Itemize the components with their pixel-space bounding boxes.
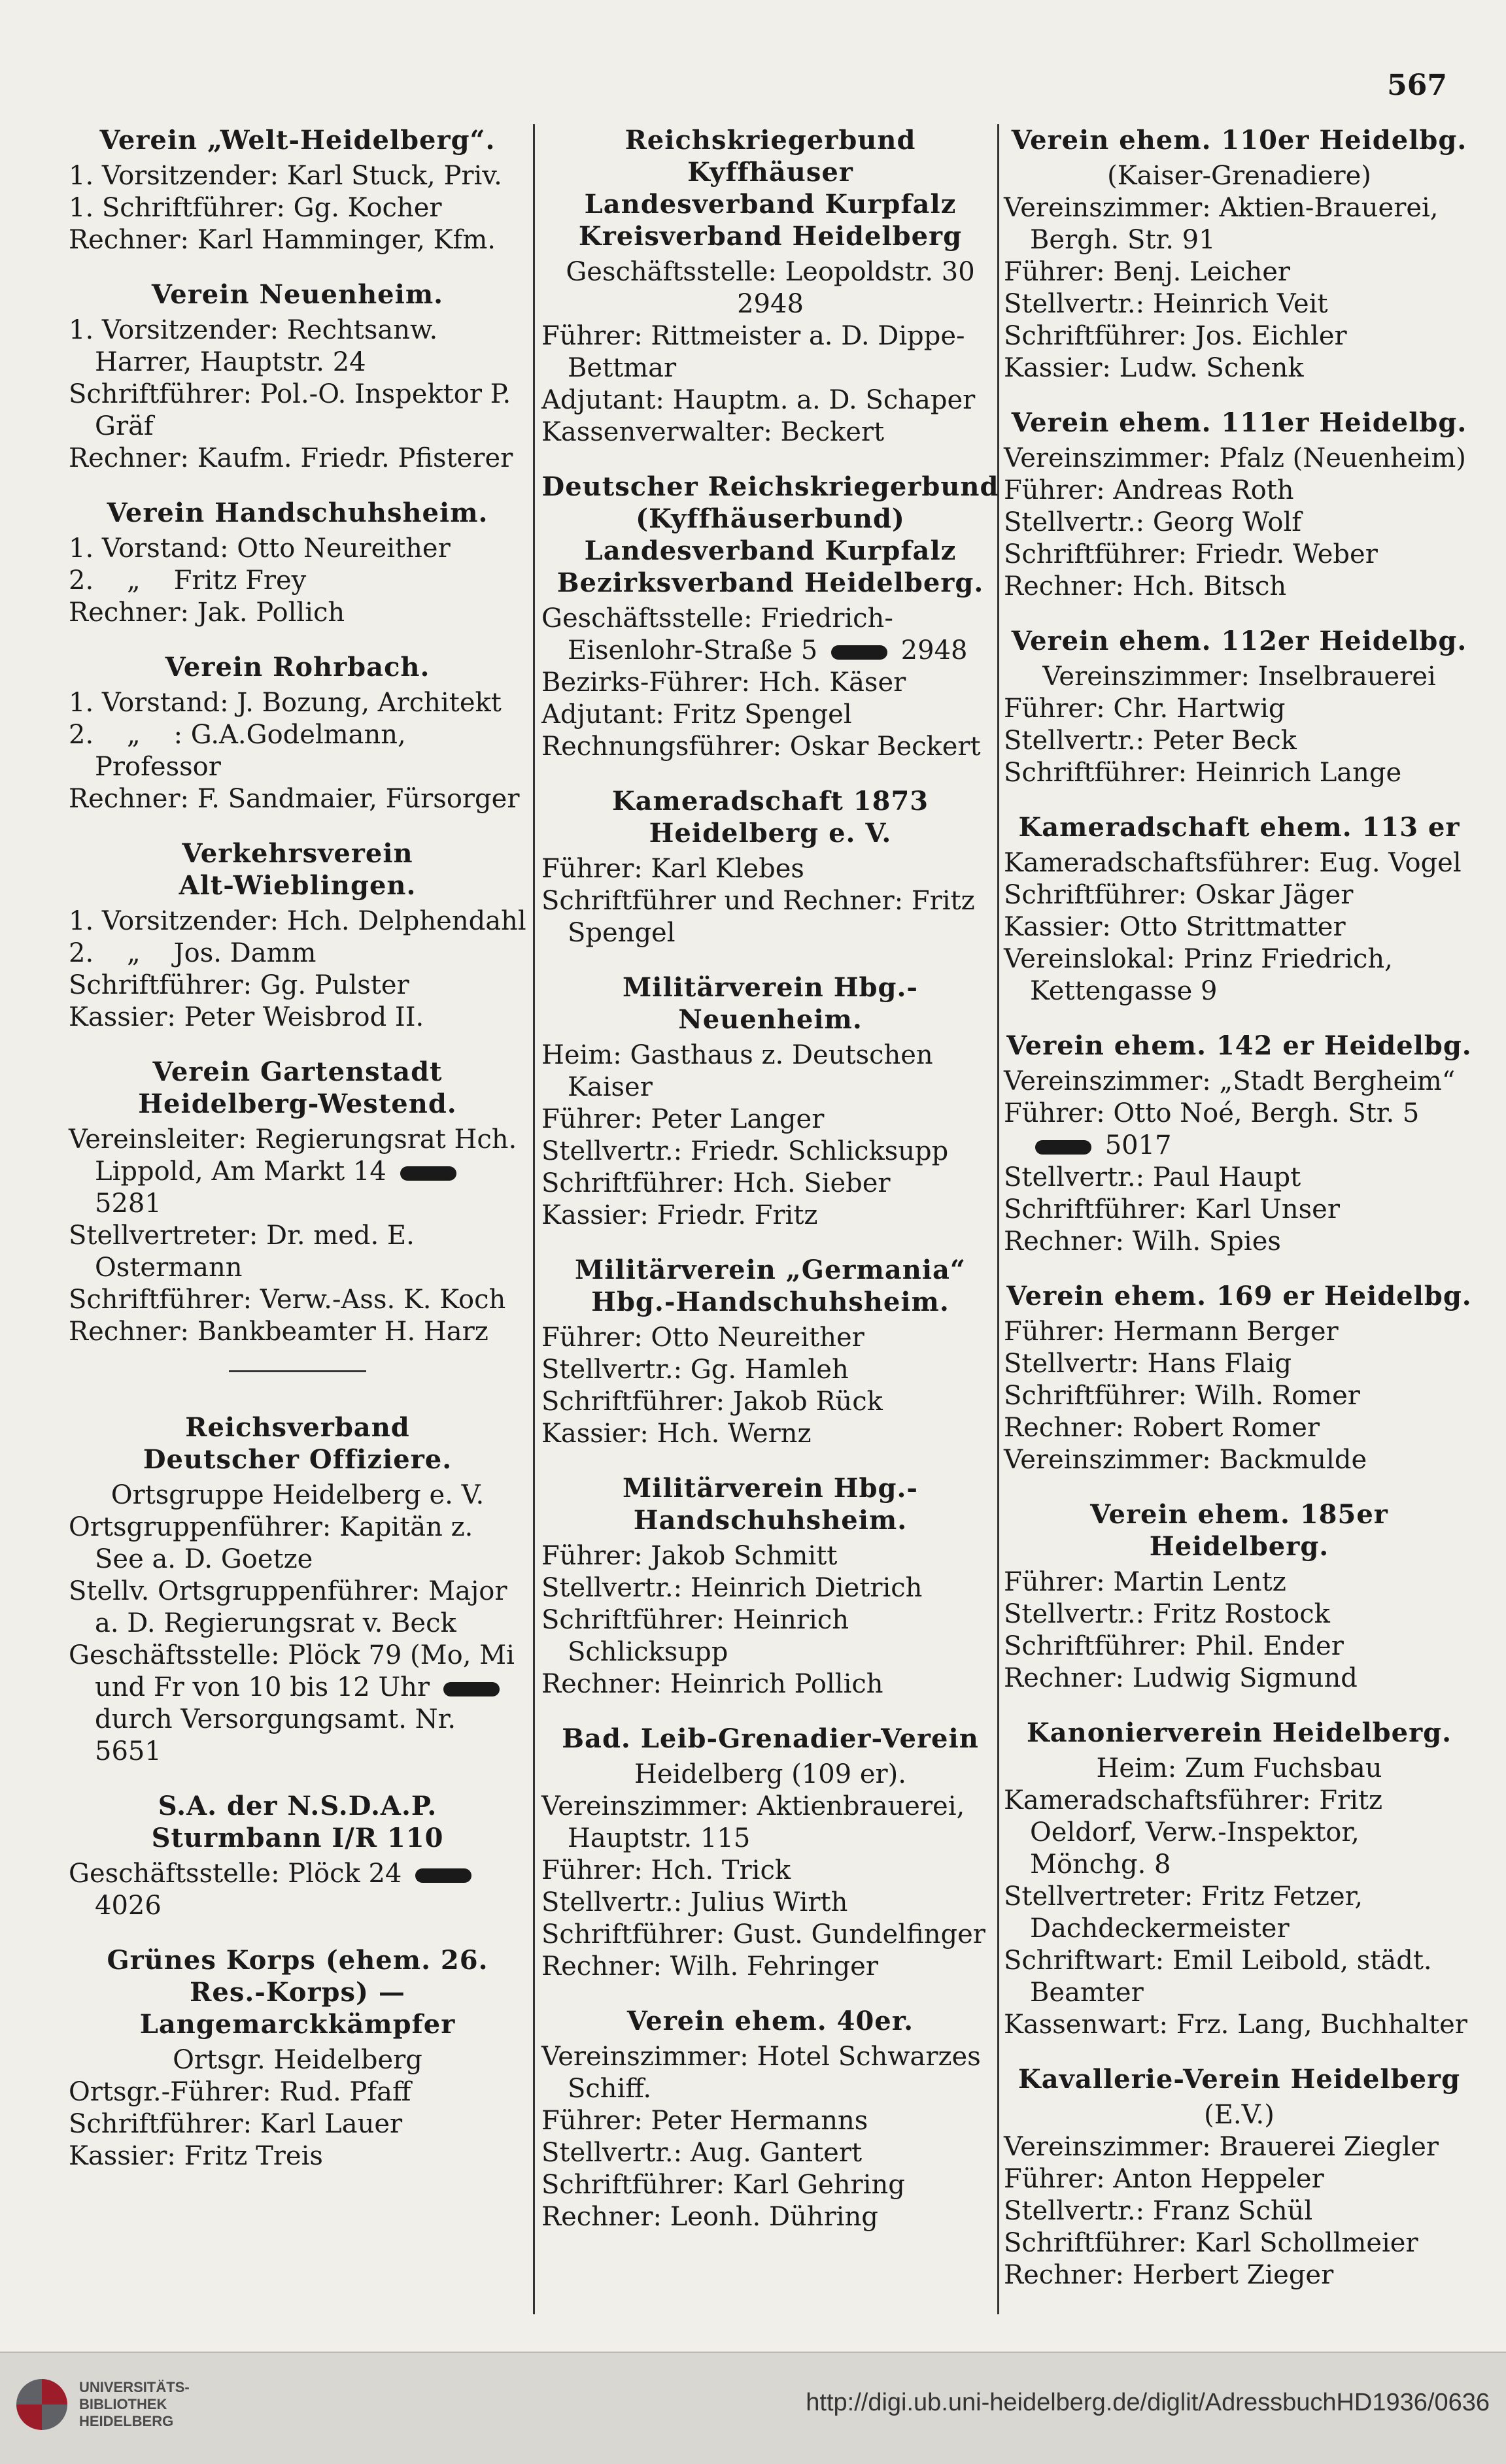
entry-line: Kameradschaftsführer: Fritz Oeldorf, Verw.-Inspektor, Mönchg. 8 xyxy=(1004,1785,1391,1880)
entry-line: Schriftführer: Hch. Sieber xyxy=(541,1168,891,1198)
entry-heading xyxy=(69,1056,526,1120)
entry-line: Kassier: Friedr. Fritz xyxy=(541,1200,818,1230)
entry-line: Stellvertreter: Fritz Fetzer, Dachdeckermeister xyxy=(1004,1882,1371,1944)
library-logo[interactable] xyxy=(16,2379,190,2430)
entry-line: Führer: Jakob Schmitt xyxy=(541,1541,838,1571)
entry-heading-line: Militärverein Hbg.-Handschuhsheim. xyxy=(622,1473,918,1536)
directory-entry xyxy=(69,1944,526,2172)
entry-line: Rechner: Herbert Zieger xyxy=(1004,2260,1334,2290)
entry-line: Rechner: Jak. Pollich xyxy=(69,598,345,628)
entry-line: Rechner: Heinrich Pollich xyxy=(541,1669,883,1699)
entry-heading xyxy=(541,471,999,599)
entry-line: 2. „ : G.A.Godelmann, Professor xyxy=(69,720,415,782)
entry-line: Vereinszimmer: Brauerei Ziegler xyxy=(1004,2132,1439,2162)
entry-heading xyxy=(69,124,526,156)
entry-heading xyxy=(1004,407,1475,439)
entry-line: Kassier: Peter Weisbrod II. xyxy=(69,1002,424,1032)
entry-line: 2. „ Jos. Damm xyxy=(69,938,317,968)
entry-line: 1. Vorsitzender: Rechtsanw. Harrer, Hauptstr. 24 xyxy=(69,315,446,377)
entry-heading xyxy=(69,837,526,902)
entry-line: Rechner: Ludwig Sigmund xyxy=(1004,1663,1358,1693)
directory-entry xyxy=(1004,811,1475,1007)
entry-heading xyxy=(69,1790,526,1854)
entry-line: Führer: Rittmeister a. D. Dippe-Bettmar xyxy=(541,321,965,383)
telephone-icon xyxy=(400,1166,456,1181)
entry-line: Schriftführer und Rechner: Fritz Spengel xyxy=(541,886,984,948)
entry-heading-line: (Kyffhäuserbund) xyxy=(636,503,905,534)
entry-line: Stellvertr.: Georg Wolf xyxy=(1004,507,1302,537)
entry-line: Geschäftsstelle: Friedrich-Eisenlohr-Straße 5 2948 xyxy=(541,603,968,666)
entry-line: Führer: Benj. Leicher xyxy=(1004,257,1291,287)
entry-heading xyxy=(1004,1717,1475,1749)
entry-line: Kassenwart: Frz. Lang, Buchhalter xyxy=(1004,2010,1467,2040)
entry-heading xyxy=(1004,124,1475,156)
entry-line: Rechner: Kaufm. Friedr. Pfisterer xyxy=(69,443,513,473)
entry-line: Vereinszimmer: Aktien-Brauerei, Bergh. Str. 91 xyxy=(1004,193,1447,255)
entry-line: Führer: Hch. Trick xyxy=(541,1855,791,1885)
directory-entry xyxy=(541,1254,999,1450)
entry-subtitle-line: Ortsgr. Heidelberg xyxy=(173,2045,422,2075)
entry-heading-line: Landesverband Kurpfalz xyxy=(584,189,957,220)
entry-heading xyxy=(69,278,526,311)
entry-subtitle xyxy=(1004,1753,1475,1785)
page-number: 567 xyxy=(1387,69,1447,102)
entry-line: Schriftführer: Karl Schollmeier xyxy=(1004,2228,1418,2258)
directory-entry xyxy=(541,971,999,1232)
entry-line: Rechner: Bankbeamter H. Harz xyxy=(69,1317,488,1347)
entry-heading-line: Kreisverband Heidelberg xyxy=(578,221,963,252)
directory-entry xyxy=(69,278,526,475)
directory-entry xyxy=(541,785,999,949)
entry-heading xyxy=(69,651,526,683)
entry-line: Führer: Chr. Hartwig xyxy=(1004,694,1286,724)
entry-line: Stellv. Ortsgruppenführer: Major a. D. Regierungsrat v. Beck xyxy=(69,1576,516,1638)
entry-heading xyxy=(1004,625,1475,657)
entry-heading xyxy=(541,124,999,252)
entry-line: Stellvertr.: Heinrich Dietrich xyxy=(541,1573,923,1603)
entry-heading-line: Sturmbann I/R 110 xyxy=(151,1823,444,1853)
directory-entry xyxy=(69,124,526,256)
entry-line: Adjutant: Hauptm. a. D. Schaper xyxy=(541,385,976,415)
entry-line: Führer: Peter Langer xyxy=(541,1104,825,1134)
entry-line: Schriftführer: Wilh. Romer xyxy=(1004,1381,1360,1411)
telephone-icon xyxy=(443,1682,500,1696)
entry-heading-line: Verein ehem. 142 er Heidelbg. xyxy=(1006,1030,1472,1061)
directory-entry xyxy=(69,651,526,815)
entry-heading xyxy=(69,1411,526,1476)
entry-heading xyxy=(541,1472,999,1536)
entry-subtitle-line: Vereinszimmer: Inselbrauerei xyxy=(1042,662,1436,692)
column-divider xyxy=(533,124,535,2314)
entry-line: Rechner: Hch. Bitsch xyxy=(1004,571,1287,601)
entry-line: Führer: Anton Heppeler xyxy=(1004,2164,1324,2194)
entry-heading-line: Bezirksverband Heidelberg. xyxy=(556,567,984,598)
entry-subtitle-line: (E.V.) xyxy=(1204,2100,1275,2130)
entry-heading xyxy=(1004,1030,1475,1062)
entry-subtitle xyxy=(1004,2099,1475,2131)
entry-line: Stellvertr.: Paul Haupt xyxy=(1004,1162,1301,1192)
entry-line: Vereinsleiter: Regierungsrat Hch. Lippold, Am Markt 14 5281 xyxy=(69,1124,525,1219)
entry-heading-line: Militärverein Hbg.-Neuenheim. xyxy=(622,972,918,1035)
entry-line: Bezirks-Führer: Hch. Käser xyxy=(541,667,906,698)
entry-line: Stellvertr.: Franz Schül xyxy=(1004,2196,1313,2226)
entry-heading-line: Deutscher Reichskriegerbund xyxy=(541,471,999,502)
entry-line: 1. Vorsitzender: Hch. Delphendahl xyxy=(69,906,526,936)
source-url-link[interactable]: http://digi.ub.uni-heidelberg.de/diglit/AdressbuchHD1936/0636 xyxy=(806,2389,1490,2416)
entry-line: 1. Vorstand: J. Bozung, Architekt xyxy=(69,688,502,718)
telephone-icon xyxy=(831,645,887,660)
entry-heading-line: Grünes Korps (ehem. 26. Res.-Korps) — Langemarckkämpfer xyxy=(107,1945,488,2040)
entry-line: Stellvertr.: Fritz Rostock xyxy=(1004,1599,1330,1629)
entry-heading-line: S.A. der N.S.D.A.P. xyxy=(158,1791,437,1821)
entry-line: Schriftwart: Emil Leibold, städt. Beamter xyxy=(1004,1946,1441,2008)
entry-line: 2. „ Fritz Frey xyxy=(69,565,307,596)
entry-heading-line: Reichskriegerbund Kyffhäuser xyxy=(625,125,916,188)
entry-heading xyxy=(69,1944,526,2040)
entry-line: Schriftführer: Friedr. Weber xyxy=(1004,539,1378,569)
entry-line: Ortsgr.-Führer: Rud. Pfaff xyxy=(69,2077,411,2107)
entry-line: Heim: Gasthaus z. Deutschen Kaiser xyxy=(541,1040,942,1102)
logo-line: HEIDELBERG xyxy=(79,2413,174,2429)
entry-line: Schriftführer: Karl Lauer xyxy=(69,2109,403,2139)
entry-heading-line: Alt-Wieblingen. xyxy=(179,870,417,901)
entry-heading xyxy=(1004,1280,1475,1312)
entry-heading-line: Kameradschaft 1873 xyxy=(611,786,929,817)
entry-line: Geschäftsstelle: Plöck 24 4026 xyxy=(69,1859,485,1921)
entry-line: Führer: Otto Neureither xyxy=(541,1323,864,1353)
entry-line: Kameradschaftsführer: Eug. Vogel xyxy=(1004,848,1462,878)
entry-heading-line: Heidelberg e. V. xyxy=(649,818,892,849)
entry-heading-line: Verein Rohrbach. xyxy=(165,652,430,683)
entry-line: Rechner: F. Sandmaier, Fürsorger xyxy=(69,784,520,814)
entry-heading-line: Verein Gartenstadt xyxy=(152,1056,443,1087)
entry-line: Schriftführer: Oskar Jäger xyxy=(1004,880,1354,910)
entry-subtitle-line: Ortsgruppe Heidelberg e. V. xyxy=(111,1480,485,1510)
directory-entry xyxy=(1004,625,1475,789)
entry-line: Schriftführer: Heinrich Lange xyxy=(1004,758,1402,788)
entry-line: Vereinszimmer: Pfalz (Neuenheim) xyxy=(1004,443,1466,473)
entry-heading-line: Verein Neuenheim. xyxy=(151,279,444,310)
entry-line: Schriftführer: Verw.-Ass. K. Koch xyxy=(69,1285,506,1315)
entry-line: Stellvertr.: Friedr. Schlicksupp xyxy=(541,1136,949,1166)
entry-line: Stellvertr.: Peter Beck xyxy=(1004,726,1297,756)
entry-heading xyxy=(541,971,999,1036)
directory-entry xyxy=(1004,1498,1475,1695)
entry-line: Schriftführer: Pol.-O. Inspektor P. Gräf xyxy=(69,379,519,441)
entry-heading-line: Verein ehem. 112er Heidelbg. xyxy=(1011,626,1467,656)
telephone-icon xyxy=(1035,1140,1091,1155)
entry-subtitle xyxy=(69,2044,526,2076)
entry-line: Führer: Peter Hermanns xyxy=(541,2106,868,2136)
entry-subtitle xyxy=(541,256,999,320)
directory-entry xyxy=(1004,2063,1475,2291)
entry-line: Kassenverwalter: Beckert xyxy=(541,417,885,447)
entry-line: Schriftführer: Gg. Pulster xyxy=(69,970,409,1000)
entry-line: Führer: Hermann Berger xyxy=(1004,1317,1339,1347)
entry-heading-line: Hbg.-Handschuhsheim. xyxy=(591,1287,950,1317)
telephone-icon xyxy=(415,1868,471,1883)
entry-line: Kassier: Fritz Treis xyxy=(69,2141,323,2171)
directory-entry xyxy=(541,124,999,448)
entry-line: Geschäftsstelle: Plöck 79 (Mo, Mi und Fr von 10 bis 12 Uhr durch Versorgungsamt. Nr. 5651 xyxy=(69,1640,523,1766)
entry-heading xyxy=(541,785,999,849)
entry-line: Führer: Karl Klebes xyxy=(541,854,804,884)
entry-heading xyxy=(1004,2063,1475,2095)
entry-heading-line: Kameradschaft ehem. 113 er xyxy=(1018,812,1460,843)
logo-line: BIBLIOTHEK xyxy=(79,2396,167,2412)
entry-line: 1. Vorsitzender: Karl Stuck, Priv. xyxy=(69,161,502,191)
column-middle xyxy=(541,124,999,2255)
entry-subtitle-line: Heidelberg (109 er). xyxy=(634,1759,906,1789)
entry-line: Rechner: Wilh. Fehringer xyxy=(541,1951,878,1982)
entry-line: Vereinslokal: Prinz Friedrich, Kettengasse 9 xyxy=(1004,944,1401,1006)
entry-heading xyxy=(541,2005,999,2037)
entry-line: Stellvertr: Hans Flaig xyxy=(1004,1349,1292,1379)
entry-line: Stellvertr.: Aug. Gantert xyxy=(541,2138,863,2168)
entry-heading xyxy=(1004,1498,1475,1562)
entry-subtitle xyxy=(1004,160,1475,192)
entry-subtitle-line: (Kaiser-Grenadiere) xyxy=(1107,161,1371,191)
directory-entry xyxy=(1004,124,1475,384)
directory-entry xyxy=(541,2005,999,2233)
entry-subtitle xyxy=(541,1759,999,1791)
entry-line: Vereinszimmer: „Stadt Bergheim“ xyxy=(1004,1066,1456,1096)
entry-line: Stellvertr.: Julius Wirth xyxy=(541,1887,848,1917)
entry-heading xyxy=(69,497,526,529)
directory-entry xyxy=(69,497,526,629)
entry-subtitle-line: Geschäftsstelle: Leopoldstr. 30 xyxy=(566,257,975,287)
directory-entry xyxy=(69,1411,526,1768)
entry-line: Kassier: Otto Strittmatter xyxy=(1004,912,1346,942)
entry-line: Rechner: Leonh. Dühring xyxy=(541,2202,878,2232)
entry-line: Vereinszimmer: Hotel Schwarzes Schiff. xyxy=(541,2042,989,2104)
library-logo-text xyxy=(79,2379,190,2430)
entry-line: Stellvertr.: Gg. Hamleh xyxy=(541,1355,849,1385)
entry-line: Schriftführer: Phil. Ender xyxy=(1004,1631,1344,1661)
entry-heading xyxy=(541,1723,999,1755)
entry-subtitle-line: 2948 xyxy=(737,289,804,319)
directory-entry xyxy=(1004,1030,1475,1258)
entry-heading-line: Verkehrsverein xyxy=(182,838,413,869)
entry-heading-line: Verein ehem. 169 er Heidelbg. xyxy=(1006,1281,1472,1311)
entry-heading-line: Verein ehem. 40er. xyxy=(626,2006,914,2036)
directory-entry xyxy=(69,837,526,1034)
library-logo-icon xyxy=(16,2379,67,2430)
entry-line: Kassier: Hch. Wernz xyxy=(541,1419,812,1449)
section-separator xyxy=(229,1370,366,1372)
entry-line: Schriftführer: Jos. Eichler xyxy=(1004,321,1347,351)
entry-heading-line: Landesverband Kurpfalz xyxy=(584,535,957,566)
directory-entry xyxy=(69,1790,526,1922)
entry-line: Rechner: Wilh. Spies xyxy=(1004,1226,1281,1257)
entry-line: Vereinszimmer: Aktienbrauerei, Hauptstr. 115 xyxy=(541,1791,973,1853)
entry-heading-line: Kavallerie-Verein Heidelberg xyxy=(1018,2064,1461,2095)
entry-heading xyxy=(541,1254,999,1318)
entry-subtitle xyxy=(69,1479,526,1511)
entry-heading-line: Verein Handschuhsheim. xyxy=(107,498,488,528)
directory-entry xyxy=(541,1723,999,1983)
entry-line: Schriftführer: Karl Unser xyxy=(1004,1194,1340,1224)
entry-line: Führer: Otto Noé, Bergh. Str. 5 5017 xyxy=(1004,1098,1428,1160)
entry-subtitle xyxy=(1004,661,1475,693)
entry-heading-line: Heidelberg-Westend. xyxy=(138,1089,457,1119)
entry-heading-line: Reichsverband xyxy=(185,1412,410,1443)
entry-line: Stellvertr.: Heinrich Veit xyxy=(1004,289,1328,319)
entry-line: 1. Vorstand: Otto Neureither xyxy=(69,533,451,564)
directory-entry xyxy=(1004,407,1475,603)
directory-entry xyxy=(1004,1280,1475,1476)
entry-heading-line: Verein ehem. 111er Heidelbg. xyxy=(1011,407,1467,438)
entry-line: Schriftführer: Heinrich Schlicksupp xyxy=(541,1605,857,1667)
entry-heading-line: Militärverein „Germania“ xyxy=(575,1255,966,1285)
column-left xyxy=(69,124,526,2195)
column-right xyxy=(1004,124,1475,2314)
directory-entry xyxy=(1004,1717,1475,2041)
entry-line: Vereinszimmer: Backmulde xyxy=(1004,1445,1367,1475)
entry-line: Führer: Andreas Roth xyxy=(1004,475,1294,505)
entry-line: Rechner: Robert Romer xyxy=(1004,1413,1320,1443)
entry-subtitle-line: Heim: Zum Fuchsbau xyxy=(1096,1753,1382,1783)
entry-line: 1. Schriftführer: Gg. Kocher xyxy=(69,193,442,223)
footer-bar xyxy=(0,2352,1506,2464)
entry-heading-line: Deutscher Offiziere. xyxy=(143,1444,453,1475)
logo-line: UNIVERSITÄTS- xyxy=(79,2379,190,2395)
entry-line: Ortsgruppenführer: Kapitän z. See a. D. Goetze xyxy=(69,1512,482,1574)
entry-line: Führer: Martin Lentz xyxy=(1004,1567,1286,1597)
entry-line: Schriftführer: Jakob Rück xyxy=(541,1387,883,1417)
directory-entry xyxy=(541,1472,999,1700)
entry-line: Schriftführer: Gust. Gundelfinger xyxy=(541,1919,985,1949)
entry-heading-line: Kanonierverein Heidelberg. xyxy=(1026,1717,1452,1748)
entry-line: Rechner: Karl Hamminger, Kfm. xyxy=(69,225,496,255)
entry-line: Schriftführer: Karl Gehring xyxy=(541,2170,905,2200)
entry-line: Stellvertreter: Dr. med. E. Ostermann xyxy=(69,1221,423,1283)
directory-entry xyxy=(69,1056,526,1348)
entry-heading-line: Verein „Welt-Heidelberg“. xyxy=(99,125,496,156)
entry-line: Kassier: Ludw. Schenk xyxy=(1004,353,1304,383)
entry-heading-line: Verein ehem. 185er Heidelberg. xyxy=(1090,1499,1388,1562)
entry-heading-line: Bad. Leib-Grenadier-Verein xyxy=(562,1723,979,1754)
directory-entry xyxy=(541,471,999,763)
entry-line: Adjutant: Fritz Spengel xyxy=(541,700,852,730)
entry-heading-line: Verein ehem. 110er Heidelbg. xyxy=(1011,125,1467,156)
entry-line: Rechnungsführer: Oskar Beckert xyxy=(541,732,981,762)
entry-heading xyxy=(1004,811,1475,843)
